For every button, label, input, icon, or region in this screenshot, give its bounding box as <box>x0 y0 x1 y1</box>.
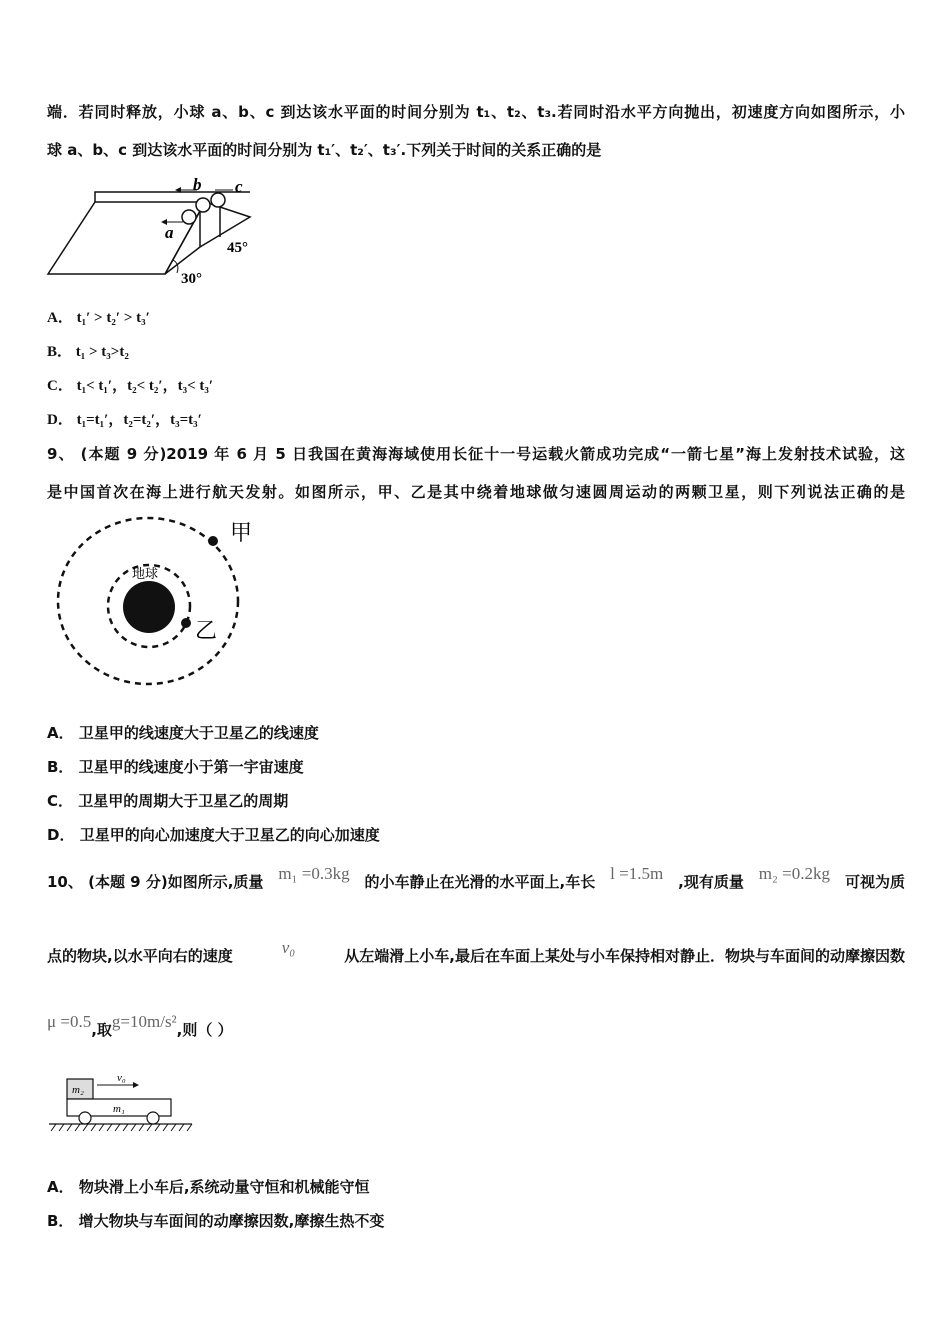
q8-option-a[interactable] <box>47 308 150 328</box>
cart-m2-label: m₂ <box>72 1084 84 1096</box>
option-letter: A． <box>47 724 74 742</box>
option-letter: D． <box>47 826 75 844</box>
option-text: 增大物块与车面间的动摩擦因数,摩擦生热不变 <box>78 1212 385 1230</box>
option-letter: B． <box>47 344 73 360</box>
label-b: b <box>193 175 202 194</box>
angle-45: 45° <box>227 240 248 256</box>
text: 10、 (本题 9 分)如图所示,质量 <box>47 873 264 891</box>
option-text: 卫星甲的向心加速度大于卫星乙的向心加速度 <box>79 826 380 844</box>
option-letter: C． <box>47 792 74 810</box>
text: ,现有质量 <box>678 873 744 891</box>
formula-v0: v₀ <box>281 938 296 957</box>
q9-option-d[interactable] <box>47 825 380 845</box>
satellite-yi-label: 乙 <box>195 618 218 643</box>
q10-text-line1 <box>47 864 905 892</box>
incline-figure <box>45 172 275 292</box>
formula-m1: m₁ =0.3kg <box>278 864 350 883</box>
q9-option-b[interactable] <box>47 757 304 777</box>
q8-text-line2: 球 a、b、c 到达该水平面的时间分别为 t₁′、t₂′、t₃′.下列关于时间的关系正确的是 <box>47 141 602 159</box>
formula-mu: μ =0.5 <box>47 1012 92 1031</box>
option-text: t₁′ > t₂′ > t₃′ <box>76 310 150 326</box>
earth-label: 地球 <box>132 566 159 581</box>
q8-option-c[interactable] <box>47 376 213 396</box>
angle-30: 30° <box>181 271 202 287</box>
q8-text-line1: 端．若同时释放，小球 a、b、c 到达该水平面的时间分别为 t₁、t₂、t₃.若同时沿水平方向抛出，初速度方向如图所示，小 <box>47 103 905 121</box>
option-text: t₁=t₁′，t₂=t₂′，t₃=t₃′ <box>76 412 202 428</box>
label-c: c <box>235 177 243 196</box>
text: 从左端滑上小车,最后在车面上某处与小车保持相对静止．物块与车面间的动摩擦因数 <box>344 947 905 965</box>
option-letter: C． <box>47 378 73 394</box>
q9-text-line2: 是中国首次在海上进行航天发射。如图所示，甲、乙是其中绕着地球做匀速圆周运动的两颗卫星，则下列说法正确的是 <box>47 483 905 501</box>
text: 的小车静止在光滑的水平面上,车长 <box>364 873 596 891</box>
option-letter: B． <box>47 1212 74 1230</box>
formula-l: l =1.5m <box>610 864 664 883</box>
formula-m2: m₂ =0.2kg <box>758 864 831 883</box>
option-text: 卫星甲的线速度大于卫星乙的线速度 <box>78 724 319 742</box>
option-letter: B． <box>47 758 74 776</box>
cart-m1-label: m₁ <box>113 1103 125 1115</box>
text: 可视为质 <box>844 873 905 891</box>
cart-figure <box>47 1065 197 1135</box>
q10-option-b[interactable] <box>47 1211 384 1231</box>
option-text: t₁< t₁′，t₂< t₂′，t₃< t₃′ <box>76 378 214 394</box>
q10-text-line3 <box>47 1012 233 1040</box>
q9-text-line1: 9、 (本题 9 分)2019 年 6 月 5 日我国在黄海海域使用长征十一号运载火箭成功完成“一箭七星”海上发射技术试验，这 <box>47 445 905 463</box>
text: ,则（ ） <box>176 1021 233 1039</box>
option-letter: A． <box>47 1178 74 1196</box>
orbit-figure <box>50 510 270 695</box>
q9-option-c[interactable] <box>47 791 288 811</box>
option-text: 卫星甲的线速度小于第一宇宙速度 <box>78 758 304 776</box>
option-text: 卫星甲的周期大于卫星乙的周期 <box>78 792 289 810</box>
q8-option-b[interactable] <box>47 342 129 362</box>
cart-v0-label: v₀ <box>117 1072 126 1084</box>
q10-option-a[interactable] <box>47 1177 370 1197</box>
q9-option-a[interactable] <box>47 723 319 743</box>
option-letter: A． <box>47 310 73 326</box>
option-text: 物块滑上小车后,系统动量守恒和机械能守恒 <box>78 1178 370 1196</box>
satellite-jia-label: 甲 <box>230 520 253 545</box>
q8-option-d[interactable] <box>47 410 202 430</box>
label-a: a <box>165 223 174 242</box>
text: ,取 <box>91 1021 112 1039</box>
option-text: t₁ > t₃>t₂ <box>75 344 129 360</box>
q10-text-line2 <box>47 938 905 966</box>
formula-g: g=10m/s² <box>111 1012 177 1031</box>
text: 点的物块,以水平向右的速度 <box>47 947 233 965</box>
option-letter: D． <box>47 412 73 428</box>
